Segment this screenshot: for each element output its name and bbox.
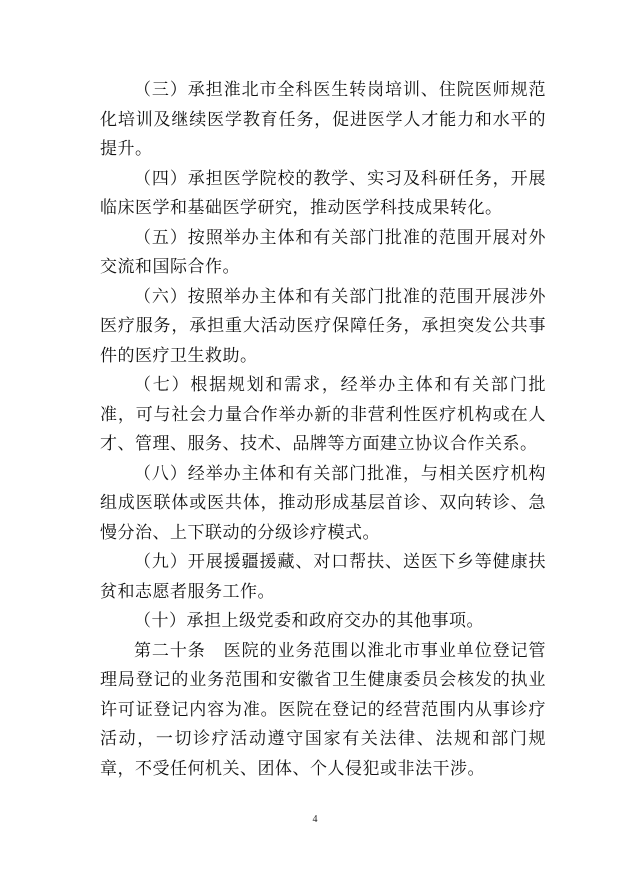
paragraph-item-9: （九）开展援疆援藏、对口帮扶、送医下乡等健康扶贫和志愿者服务工作。 — [100, 552, 546, 602]
paragraph-item-8: （八）经举办主体和有关部门批准，与相关医疗机构组成医联体或医共体，推动形成基层首诊、双向转诊、急慢分治、上下联动的分级诊疗模式。 — [100, 463, 546, 543]
paragraph-item-7: （七）根据规划和需求，经举办主体和有关部门批准，可与社会力量合作举办新的非营利性医疗机构或在人才、管理、服务、技术、品牌等方面建立协议合作关系。 — [100, 375, 546, 454]
paragraph-item-10: （十）承担上级党委和政府交办的其他事项。 — [134, 611, 484, 631]
paragraph-item-6: （六）按照举办主体和有关部门批准的范围开展涉外医疗服务，承担重大活动医疗保障任务，承担突发公共事件的医疗卫生救助。 — [100, 286, 546, 366]
paragraph-item-3: （三）承担淮北市全科医生转岗培训、住院医师规范化培训及继续医学教育任务，促进医学人才能力和水平的提升。 — [100, 80, 546, 159]
document-body — [100, 76, 546, 784]
article-20-paragraph: 第二十条 医院的业务范围以淮北市事业单位登记管理局登记的业务范围和安徽省卫生健康委员会核发的执业许可证登记内容为准。医院在登记的经营范围内从事诊疗活动，一切诊疗活动遵守国家有关法律、法规和部门规章，不受任何机关、团体、个人侵犯或非法干涉。 — [100, 640, 546, 779]
page-number: 4 — [312, 814, 318, 825]
paragraph-item-4: （四）承担医学院校的教学、实习及科研任务，开展临床医学和基础医学研究，推动医学科技成果转化。 — [100, 168, 546, 218]
paragraph-item-5: （五）按照举办主体和有关部门批准的范围开展对外交流和国际合作。 — [100, 227, 546, 277]
